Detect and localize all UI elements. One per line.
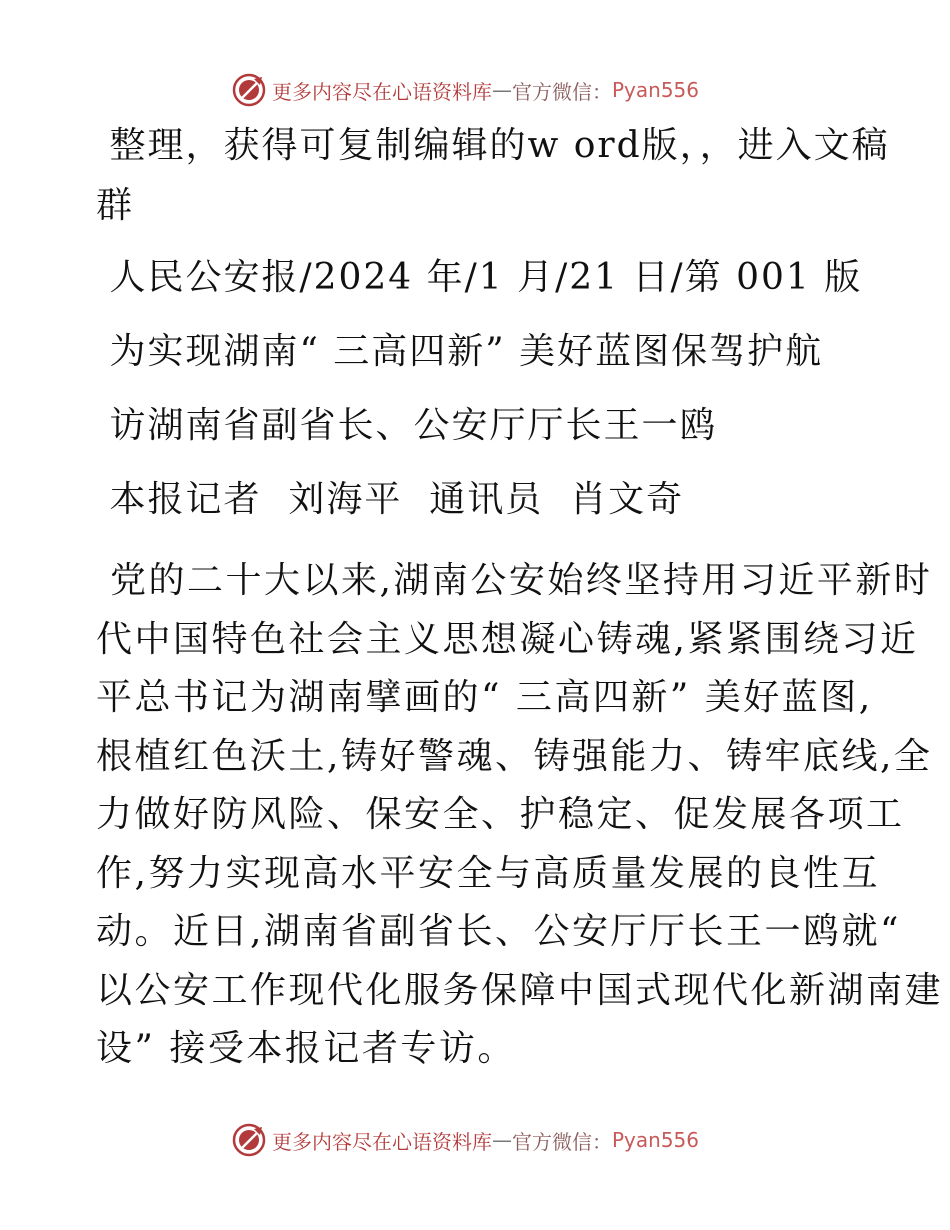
paragraph-line: 设” 接受本报记者专访。 — [96, 1028, 516, 1069]
paragraph-line: 根植红色沃土,铸好警魂、铸强能力、铸牢底线,全 — [96, 735, 933, 777]
paragraph-line: 力做好防风险、保安全、护稳定、促发展各项工 — [96, 794, 905, 835]
paragraph-line: 平总书记为湖南擘画的“ 三高四新” 美好蓝图, — [96, 677, 873, 718]
source-line: 人民公安报/2024 年/1 月/21 日/第 001 版 — [96, 257, 863, 298]
paragraph-line: 作,努力实现高水平安全与高质量发展的良性互 — [96, 852, 880, 894]
banner-label: 官方微信： — [512, 1129, 612, 1154]
paragraph-line: 以公安工作现代化服务保障中国式现代化新湖南建 — [96, 969, 944, 1011]
quill-seal-icon — [232, 73, 266, 107]
body-paragraph — [96, 552, 944, 1079]
banner-main-text: 更多内容尽在心语资料库 — [272, 79, 492, 104]
paragraph-line: 代中国特色社会主义思想凝心铸魂,紧紧围绕习近 — [96, 618, 919, 660]
footer-banner — [232, 1120, 732, 1160]
banner-wechat-id: Pyan556 — [612, 1128, 700, 1152]
paragraph-line: 党的二十大以来,湖南公安始终坚持用习近平新时 — [96, 560, 933, 601]
intro-line-2: 群 — [96, 185, 135, 226]
banner-dash: — — [492, 78, 512, 102]
banner-wechat-id: Pyan556 — [612, 78, 700, 102]
byline: 本报记者 刘海平 通讯员 肖文奇 — [96, 479, 685, 520]
header-banner — [232, 70, 732, 110]
quill-seal-icon — [232, 1123, 266, 1157]
intro-line-1: 整理，获得可复制编辑的w ord版，，进入文稿 — [96, 125, 890, 166]
banner-dash: — — [492, 1128, 512, 1152]
banner-main-text: 更多内容尽在心语资料库 — [272, 1129, 492, 1154]
paragraph-line: 动。近日,湖南省副省长、公安厅厅长王一鸥就“ — [96, 911, 901, 952]
subheadline: 访湖南省副省长、公安厅厅长王一鸥 — [96, 405, 718, 446]
headline: 为实现湖南“ 三高四新” 美好蓝图保驾护航 — [96, 331, 824, 372]
banner-label: 官方微信： — [512, 79, 612, 104]
